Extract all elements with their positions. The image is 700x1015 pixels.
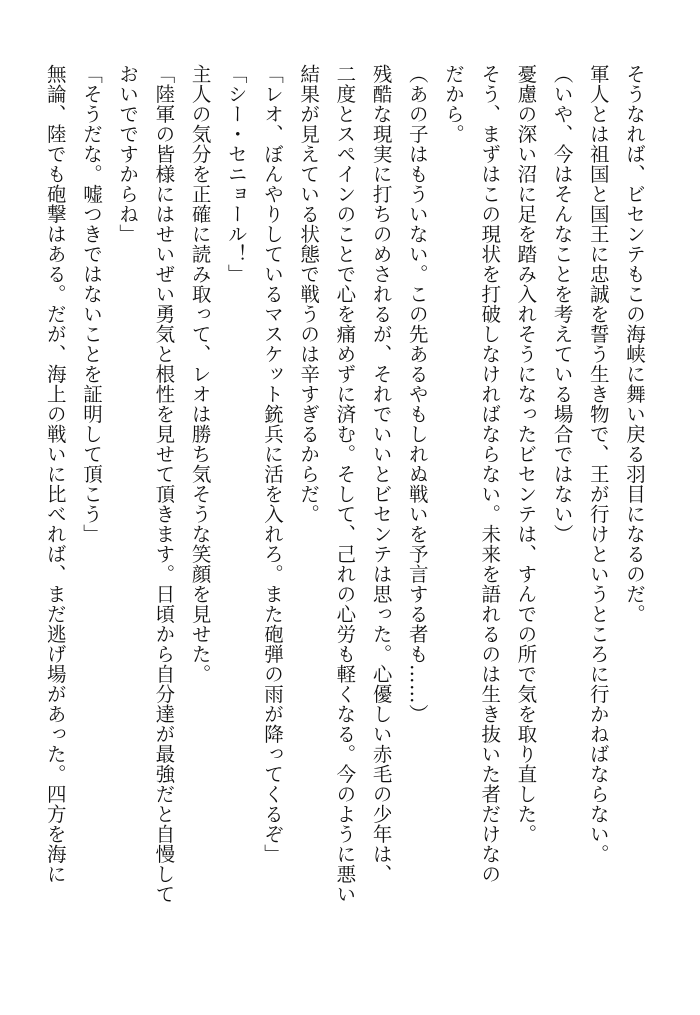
text-line: そうなれば、ビセンテもこの海峡に舞い戻る羽目になるのだ。 — [623, 64, 646, 624]
text-line: そう、まずはこの現状を打破しなければならない。未来を語れるのは生き抜いた者だけなの — [478, 64, 502, 884]
text-line: 憂慮の深い沼に足を踏み入れそうになったビセンテは、すんでの所で気を取り直した。 — [514, 64, 538, 844]
text-line: おいでですからね」 — [116, 64, 140, 244]
text-line: （いや、今はそんなことを考えている場合ではない） — [550, 64, 574, 544]
text-line: 無論、陸でも砲撃はある。だが、海上の戦いに比べれば、まだ逃げ場があった。四方を海に — [43, 64, 67, 884]
text-line: 「シー・セニョール！」 — [224, 64, 248, 284]
text-line: 二度とスペインのことで心を痛めずに済む。そして、己れの心労も軽くなる。今のように悪い — [333, 64, 357, 904]
text-line: 軍人とは祖国と国王に忠誠を誓う生き物で、王が行けというところに行かねばならない。 — [586, 64, 610, 864]
text-line: 主人の気分を正確に読み取って、レオは勝ち気そうな笑顔を見せた。 — [188, 64, 212, 684]
text-line: だから。 — [441, 64, 465, 144]
vertical-text-body — [37, 64, 652, 964]
text-line: 「レオ、ぼんやりしているマスケット銃兵に活を入れろ。また砲弾の雨が降ってくるぞ」 — [260, 64, 284, 864]
text-line: 結果が見えている状態で戦うのは辛すぎるからだ。 — [297, 64, 321, 524]
text-line: 「陸軍の皆様にはせいぜい勇気と根性を見せて頂きます。日頃から自分達が最強だと自慢して — [152, 64, 176, 904]
text-line: （あの子はもういない。この先あるやもしれぬ戦いを予言する者も……） — [405, 64, 429, 724]
text-line: 残酷な現実に打ちのめされるが、それでいいとビセンテは思った。心優しい赤毛の少年は、 — [369, 64, 393, 884]
text-line: 「そうだな。嘘つきではないことを証明して頂こう」 — [79, 64, 103, 544]
